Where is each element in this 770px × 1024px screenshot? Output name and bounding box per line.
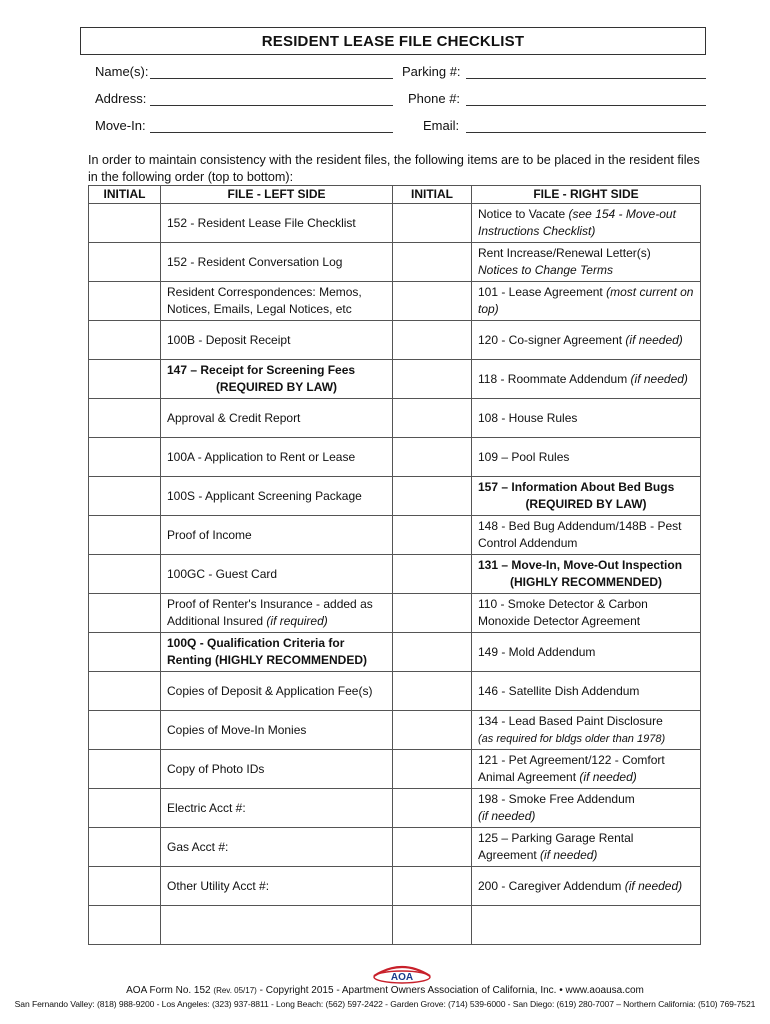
file-cell-left <box>161 360 393 399</box>
phone-label: Phone #: <box>408 91 461 106</box>
right-item-text: 131 – Move-In, Move-Out Inspection <box>478 558 683 572</box>
file-cell-right <box>472 516 701 555</box>
initial-cell-right[interactable] <box>393 750 472 789</box>
footer-phone-numbers: San Fernando Valley: (818) 988-9200 - Los Angeles: (323) 937-8811 - Long Beach: (562) 597-2422 - Garden Grove: (714) 539-6000 - San Diego: (619) 280-7007 – Northern California: (510) 769-7521 <box>14 999 756 1009</box>
footer-form-no: AOA Form No. 152 <box>126 985 211 996</box>
address-label: Address: <box>95 91 147 106</box>
header-file-left: FILE - LEFT SIDE <box>161 186 393 204</box>
initial-cell-right[interactable] <box>393 282 472 321</box>
table-row <box>89 477 701 516</box>
initial-cell-left[interactable] <box>89 711 161 750</box>
initial-cell-right[interactable] <box>393 360 472 399</box>
file-cell-right <box>472 282 701 321</box>
file-cell-left <box>161 633 393 672</box>
initial-cell-right[interactable] <box>393 633 472 672</box>
initial-cell-right[interactable] <box>393 867 472 906</box>
right-item-italic-note: (if needed) <box>630 371 688 386</box>
file-cell-left <box>161 204 393 243</box>
left-item-text: Electric Acct #: <box>167 800 246 815</box>
left-item-text: Proof of Renter's Insurance - added as Additional Insured <box>167 597 373 628</box>
table-header-row <box>89 186 701 204</box>
left-item-text: 100Q - Qualification Criteria for Renting (HIGHLY RECOMMENDED) <box>167 636 368 667</box>
file-cell-left <box>161 477 393 516</box>
footer-copyright <box>0 985 770 996</box>
file-cell-right <box>472 750 701 789</box>
header-initial-right: INITIAL <box>393 186 472 204</box>
file-cell-right <box>472 399 701 438</box>
table-row <box>89 789 701 828</box>
initial-cell-right[interactable] <box>393 321 472 360</box>
right-item-text: 125 – Parking Garage Rental Agreement <box>478 831 634 862</box>
parking-line[interactable] <box>466 78 706 79</box>
table-row <box>89 672 701 711</box>
header-initial-left: INITIAL <box>89 186 161 204</box>
checklist-table <box>88 185 701 945</box>
file-cell-right <box>472 594 701 633</box>
left-item-text: 152 - Resident Lease File Checklist <box>167 215 356 230</box>
file-cell-right <box>472 633 701 672</box>
table-row <box>89 360 701 399</box>
file-cell-right <box>472 906 701 945</box>
table-row <box>89 711 701 750</box>
initial-cell-left[interactable] <box>89 906 161 945</box>
footer-rev: (Rev. 05/17) <box>213 986 257 995</box>
initial-cell-right[interactable] <box>393 243 472 282</box>
initial-cell-right[interactable] <box>393 399 472 438</box>
right-item-text: 149 - Mold Addendum <box>478 644 596 659</box>
initial-cell-right[interactable] <box>393 204 472 243</box>
right-item-italic-note: (if needed) <box>540 848 598 862</box>
initial-cell-right[interactable] <box>393 711 472 750</box>
initial-cell-left[interactable] <box>89 594 161 633</box>
initial-cell-left[interactable] <box>89 750 161 789</box>
initial-cell-left[interactable] <box>89 399 161 438</box>
right-item-text: 109 – Pool Rules <box>478 449 570 464</box>
names-line[interactable] <box>150 78 393 79</box>
intro-text: In order to maintain consistency with the resident files, the following items are to be placed in the resident files in the following order (top to bottom): <box>88 153 700 184</box>
email-line[interactable] <box>466 132 706 133</box>
initial-cell-left[interactable] <box>89 243 161 282</box>
right-item-text: 134 - Lead Based Paint Disclosure <box>478 713 663 728</box>
file-cell-left <box>161 594 393 633</box>
table-row <box>89 438 701 477</box>
right-item-text: 101 - Lease Agreement <box>478 285 603 299</box>
file-cell-right <box>472 321 701 360</box>
table-row <box>89 555 701 594</box>
initial-cell-left[interactable] <box>89 867 161 906</box>
right-item-text: 121 - Pet Agreement/122 - Comfort Animal Agreement <box>478 753 665 784</box>
initial-cell-right[interactable] <box>393 906 472 945</box>
file-cell-right <box>472 477 701 516</box>
file-cell-left <box>161 516 393 555</box>
file-cell-left <box>161 828 393 867</box>
right-item-italic-note: (if needed) <box>625 332 683 347</box>
initial-cell-left[interactable] <box>89 204 161 243</box>
right-item-text: Rent Increase/Renewal Letter(s) <box>478 246 651 260</box>
initial-cell-left[interactable] <box>89 360 161 399</box>
file-cell-left <box>161 750 393 789</box>
email-label: Email: <box>423 118 460 133</box>
logo-text: AOA <box>390 972 414 983</box>
left-item-note: (REQUIRED BY LAW) <box>215 380 338 394</box>
right-item-text: 118 - Roommate Addendum <box>478 371 628 386</box>
right-item-text: 200 - Caregiver Addendum <box>478 878 622 893</box>
right-item-italic-note: (most current on top) <box>478 285 694 316</box>
table-row <box>89 906 701 945</box>
file-cell-left <box>161 555 393 594</box>
initial-cell-left[interactable] <box>89 438 161 477</box>
initial-cell-right[interactable] <box>393 477 472 516</box>
table-row <box>89 321 701 360</box>
form-title-text: RESIDENT LEASE FILE CHECKLIST <box>261 32 525 50</box>
table-row <box>89 243 701 282</box>
left-item-text: Proof of Income <box>167 527 252 542</box>
left-item-text: Copy of Photo IDs <box>167 761 265 776</box>
table-row <box>89 750 701 789</box>
file-cell-right <box>472 867 701 906</box>
right-item-text: 120 - Co-signer Agreement <box>478 332 623 347</box>
left-item-text: Other Utility Acct #: <box>167 878 270 893</box>
left-item-text: 100A - Application to Rent or Lease <box>167 449 356 464</box>
left-item-text: 100B - Deposit Receipt <box>167 332 291 347</box>
file-cell-right <box>472 828 701 867</box>
initial-cell-right[interactable] <box>393 828 472 867</box>
file-cell-right <box>472 711 701 750</box>
initial-cell-left[interactable] <box>89 789 161 828</box>
left-item-text: Approval & Credit Report <box>167 410 301 425</box>
file-cell-right <box>472 555 701 594</box>
initial-cell-right[interactable] <box>393 789 472 828</box>
initial-cell-left[interactable] <box>89 633 161 672</box>
table-row <box>89 633 701 672</box>
file-cell-left <box>161 438 393 477</box>
table-row <box>89 399 701 438</box>
right-item-text: 108 - House Rules <box>478 410 578 425</box>
file-cell-right <box>472 360 701 399</box>
initial-cell-left[interactable] <box>89 828 161 867</box>
initial-cell-right[interactable] <box>393 516 472 555</box>
initial-cell-right[interactable] <box>393 594 472 633</box>
right-item-italic-note: (if needed) <box>579 770 637 784</box>
address-line[interactable] <box>150 105 393 106</box>
form-title <box>80 27 706 55</box>
file-cell-right <box>472 204 701 243</box>
table-row <box>89 828 701 867</box>
header-file-right: FILE - RIGHT SIDE <box>472 186 701 204</box>
file-cell-left <box>161 789 393 828</box>
initial-cell-right[interactable] <box>393 555 472 594</box>
table-row <box>89 867 701 906</box>
right-item-text: 157 – Information About Bed Bugs <box>478 480 675 494</box>
movein-line[interactable] <box>150 132 393 133</box>
phone-line[interactable] <box>466 105 706 106</box>
left-item-text: 100GC - Guest Card <box>167 566 278 581</box>
initial-cell-left[interactable] <box>89 321 161 360</box>
right-item-note: (HIGHLY RECOMMENDED) <box>509 575 662 589</box>
file-cell-left <box>161 282 393 321</box>
file-cell-right <box>472 789 701 828</box>
footer-copyright-text: - Copyright 2015 - Apartment Owners Association of California, Inc. • www.aoausa.com <box>259 985 644 996</box>
initial-cell-left[interactable] <box>89 516 161 555</box>
file-cell-left <box>161 867 393 906</box>
right-item-text: 198 - Smoke Free Addendum <box>478 792 635 806</box>
file-cell-left <box>161 321 393 360</box>
file-cell-left <box>161 906 393 945</box>
right-item-text: 148 - Bed Bug Addendum/148B - Pest Control Addendum <box>478 519 682 550</box>
file-cell-left <box>161 711 393 750</box>
initial-cell-left[interactable] <box>89 477 161 516</box>
left-item-text: Gas Acct #: <box>167 839 229 854</box>
file-cell-right <box>472 243 701 282</box>
file-cell-left <box>161 672 393 711</box>
left-item-text: 152 - Resident Conversation Log <box>167 254 343 269</box>
initial-cell-right[interactable] <box>393 672 472 711</box>
parking-label: Parking #: <box>402 64 461 79</box>
right-item-italic-note: (if needed) <box>624 878 683 893</box>
file-cell-left <box>161 243 393 282</box>
names-label: Name(s): <box>95 64 149 79</box>
table-row <box>89 204 701 243</box>
aoa-logo <box>370 962 434 984</box>
right-item-italic-note: (see 154 - Move-out Instructions Checklist) <box>478 207 676 238</box>
left-item-text: Resident Correspondences: Memos, Notices, Emails, Legal Notices, etc <box>167 285 362 316</box>
right-item-italic-note: Notices to Change Terms <box>478 263 613 277</box>
initial-cell-left[interactable] <box>89 672 161 711</box>
right-item-text: Notice to Vacate <box>478 207 566 221</box>
right-item-text: 110 - Smoke Detector & Carbon Monoxide Detector Agreement <box>478 597 648 628</box>
initial-cell-left[interactable] <box>89 282 161 321</box>
movein-label: Move-In: <box>95 118 146 133</box>
file-cell-right <box>472 438 701 477</box>
initial-cell-left[interactable] <box>89 555 161 594</box>
right-item-small-note: (as required for bldgs older than 1978) <box>478 732 666 745</box>
table-row <box>89 282 701 321</box>
left-item-text: 100S - Applicant Screening Package <box>167 488 362 503</box>
file-cell-left <box>161 399 393 438</box>
table-row <box>89 594 701 633</box>
initial-cell-right[interactable] <box>393 438 472 477</box>
left-item-text: 147 – Receipt for Screening Fees <box>167 363 356 377</box>
right-item-text: 146 - Satellite Dish Addendum <box>478 683 640 698</box>
right-item-italic-note: (if needed) <box>478 809 536 823</box>
table-row <box>89 516 701 555</box>
left-item-italic-note: (if required) <box>266 614 328 628</box>
left-item-text: Copies of Move-In Monies <box>167 722 307 737</box>
right-item-note: (REQUIRED BY LAW) <box>525 497 647 511</box>
file-cell-right <box>472 672 701 711</box>
left-item-text: Copies of Deposit & Application Fee(s) <box>167 683 373 698</box>
